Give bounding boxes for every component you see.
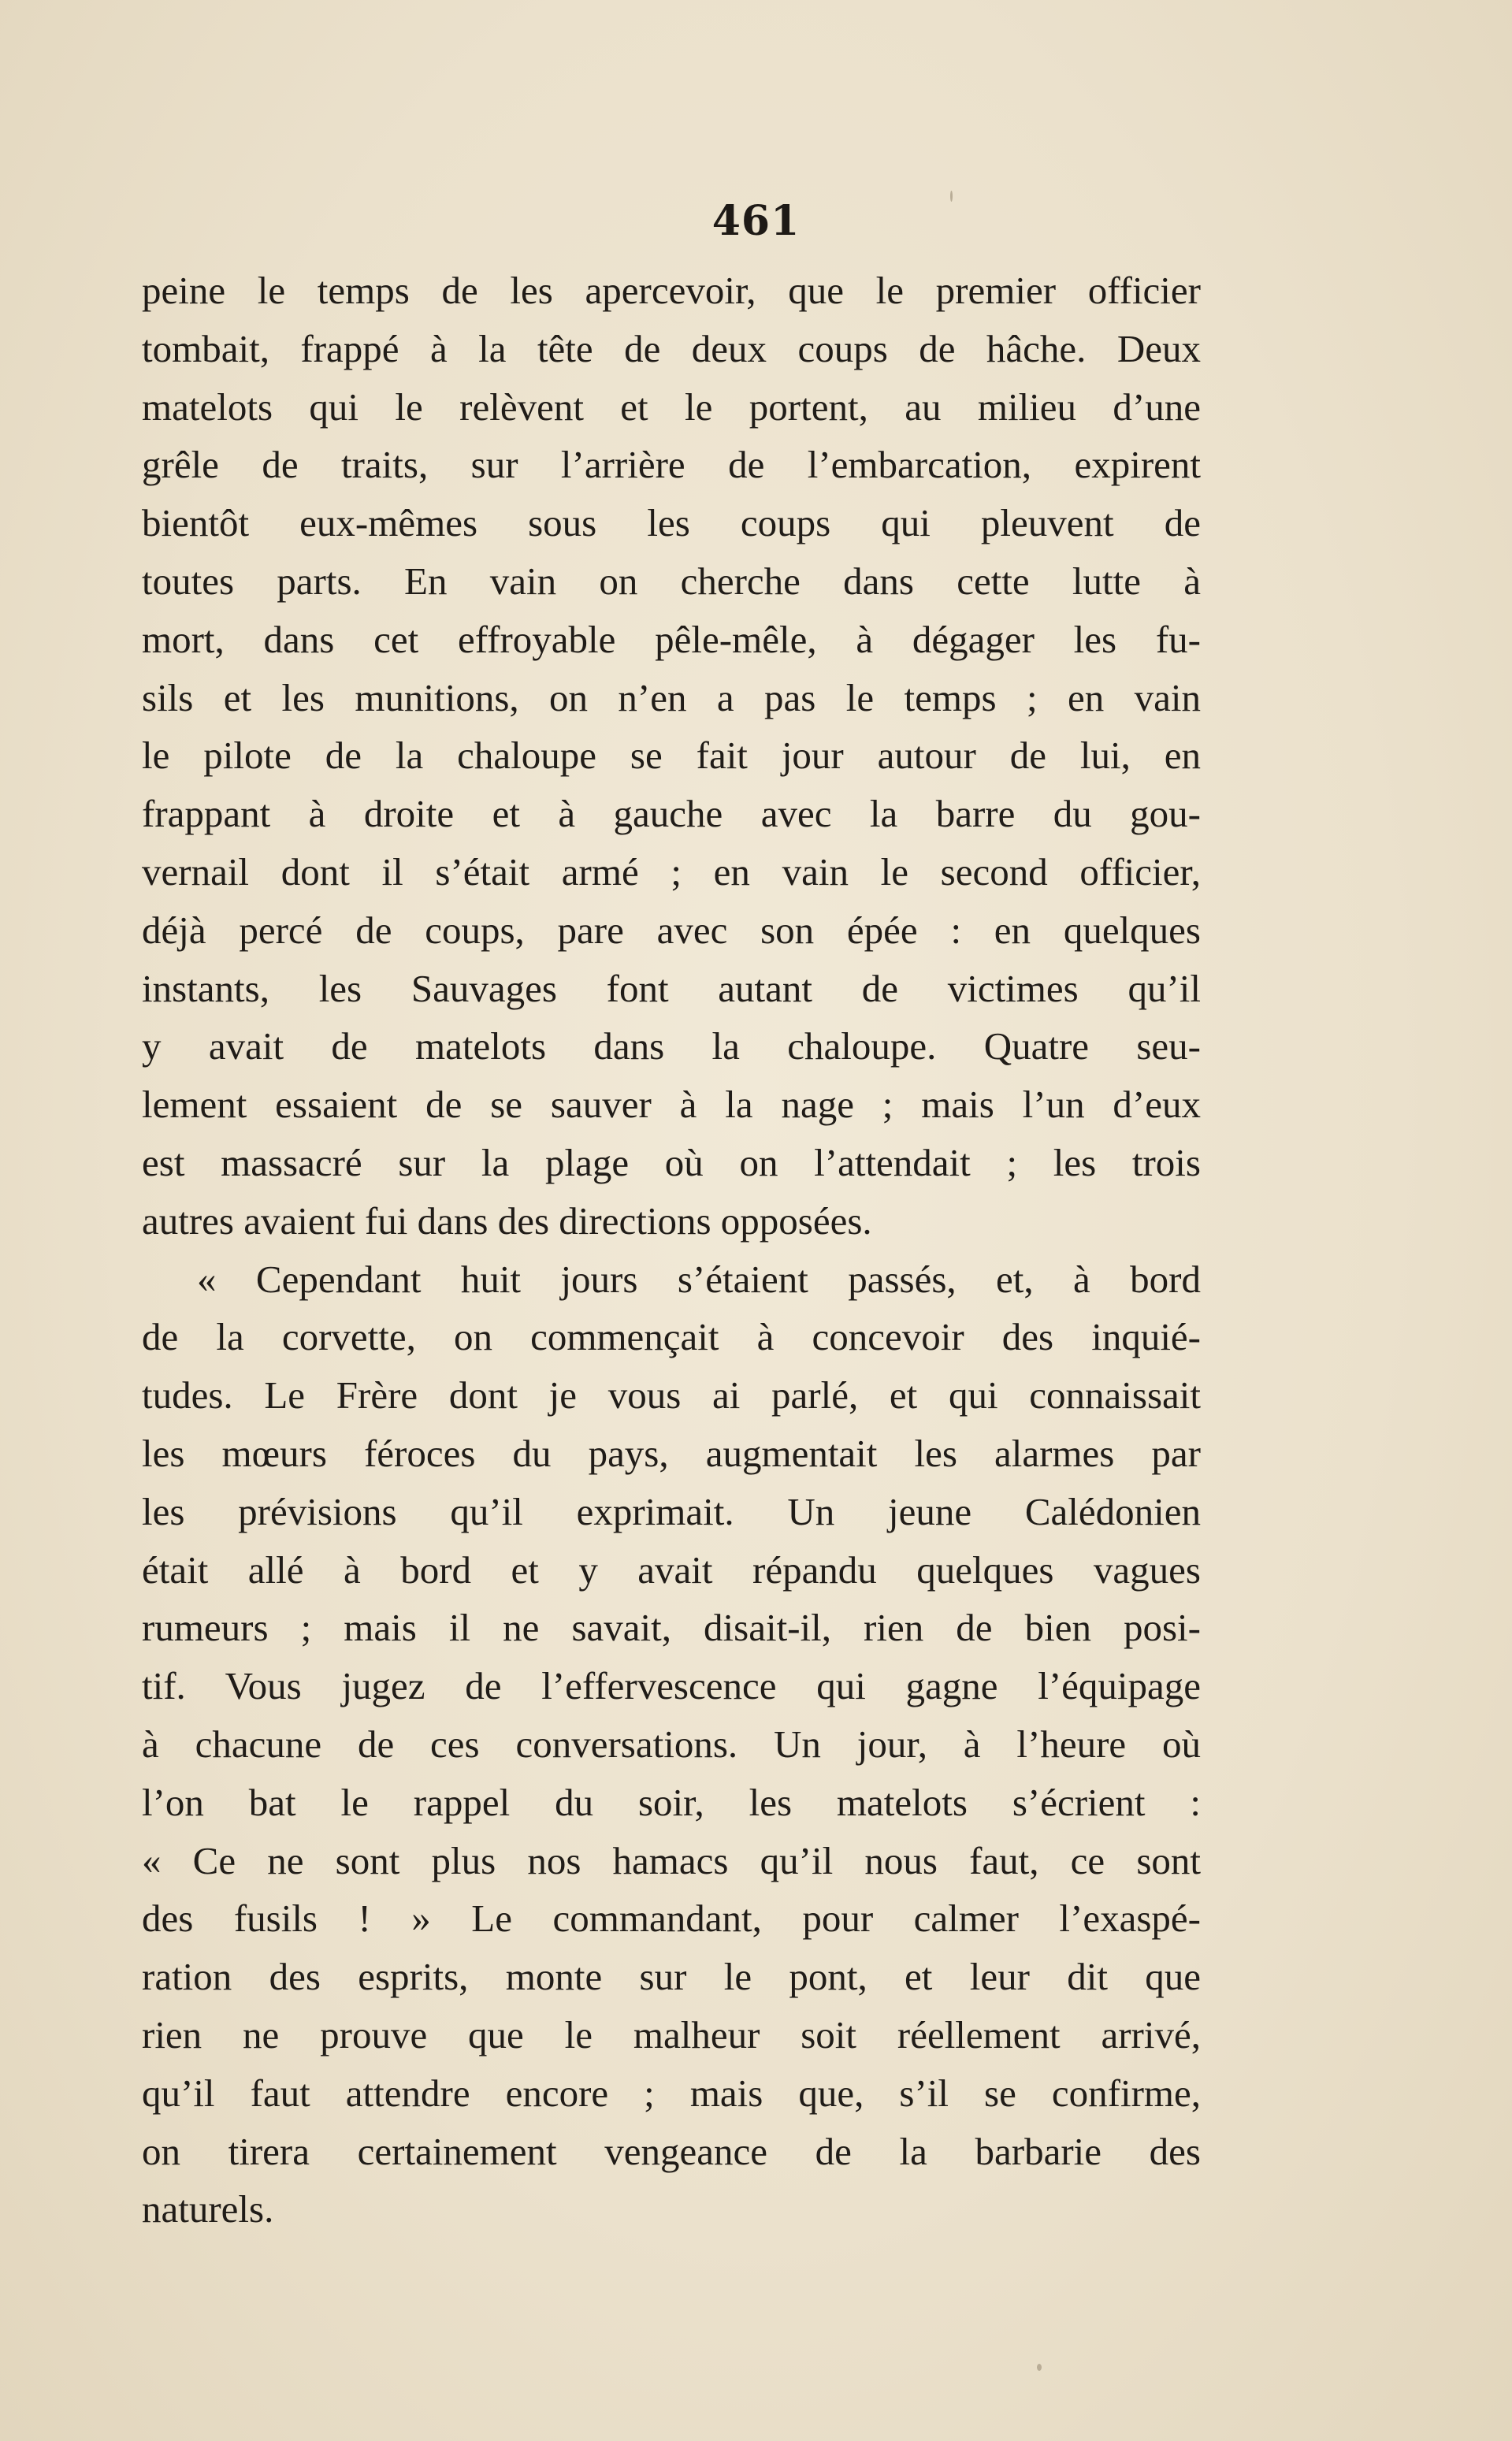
text-line: est massacré sur la plage où on l’attendait ; les trois [142,1140,1201,1184]
text-line: l’on bat le rappel du soir, les matelots s’écrient : [142,1780,1201,1824]
text-line: des fusils ! » Le commandant, pour calmer l’exaspé- [142,1897,1201,1941]
text-line: les mœurs féroces du pays, augmentait les alarmes par [142,1431,1201,1475]
paper-speck [950,191,953,202]
text-line: frappant à droite et à gauche avec la barre du gou- [142,792,1201,836]
text-line: matelots qui le relèvent et le portent, au milieu d’une [142,385,1201,429]
text-line: à chacune de ces conversations. Un jour, à l’heure où [142,1722,1201,1766]
text-line: tombait, frappé à la tête de deux coups de hâche. Deux [142,326,1201,370]
text-line: ration des esprits, monte sur le pont, et leur dit que [142,1955,1201,1999]
text-line: naturels. [142,2187,274,2231]
text-line: « Ce ne sont plus nos hamacs qu’il nous faut, ce sont [142,1838,1201,1882]
text-line: était allé à bord et y avait répandu quelques vagues [142,1547,1201,1592]
text-line: mort, dans cet effroyable pêle-mêle, à dégager les fu- [142,617,1201,661]
text-line: tudes. Le Frère dont je vous ai parlé, et qui connaissait [142,1373,1201,1417]
text-line: les prévisions qu’il exprimait. Un jeune Calédonien [142,1489,1201,1533]
text-line: toutes parts. En vain on cherche dans cette lutte à [142,559,1201,603]
text-line: sils et les munitions, on n’en a pas le temps ; en vain [142,675,1201,719]
text-line: de la corvette, on commençait à concevoir des inquié- [142,1315,1201,1359]
text-line: lement essaient de se sauver à la nage ; mais l’un d’eux [142,1083,1201,1127]
text-line: y avait de matelots dans la chaloupe. Quatre seu- [142,1024,1201,1068]
text-line: déjà percé de coups, pare avec son épée : en quelques [142,908,1201,952]
paper-speck [1037,2364,1042,2371]
text-line: bientôt eux-mêmes sous les coups qui pleuvent de [142,501,1201,545]
text-line: rien ne prouve que le malheur soit réellement arrivé, [142,2012,1201,2056]
text-line: on tirera certainement vengeance de la barbarie des [142,2129,1201,2173]
text-line: tif. Vous jugez de l’effervescence qui gagne l’équipage [142,1664,1201,1708]
text-line: peine le temps de les apercevoir, que le premier officier [142,269,1201,312]
text-line: le pilote de la chaloupe se fait jour autour de lui, en [142,734,1201,778]
text-line: vernail dont il s’était armé ; en vain le second officier, [142,849,1201,894]
page-number: 461 [711,197,801,245]
text-line: autres avaient fui dans des directions opposées. [142,1198,872,1243]
page-text [142,262,1201,2239]
text-line: grêle de traits, sur l’arrière de l’embarcation, expirent [142,443,1201,487]
text-line: qu’il faut attendre encore ; mais que, s’il se confirme, [142,2071,1201,2115]
text-line: instants, les Sauvages font autant de victimes qu’il [142,966,1201,1010]
text-line: « Cependant huit jours s’étaient passés, et, à bord [197,1257,1201,1301]
text-line: rumeurs ; mais il ne savait, disait-il, rien de bien posi- [142,1606,1201,1650]
